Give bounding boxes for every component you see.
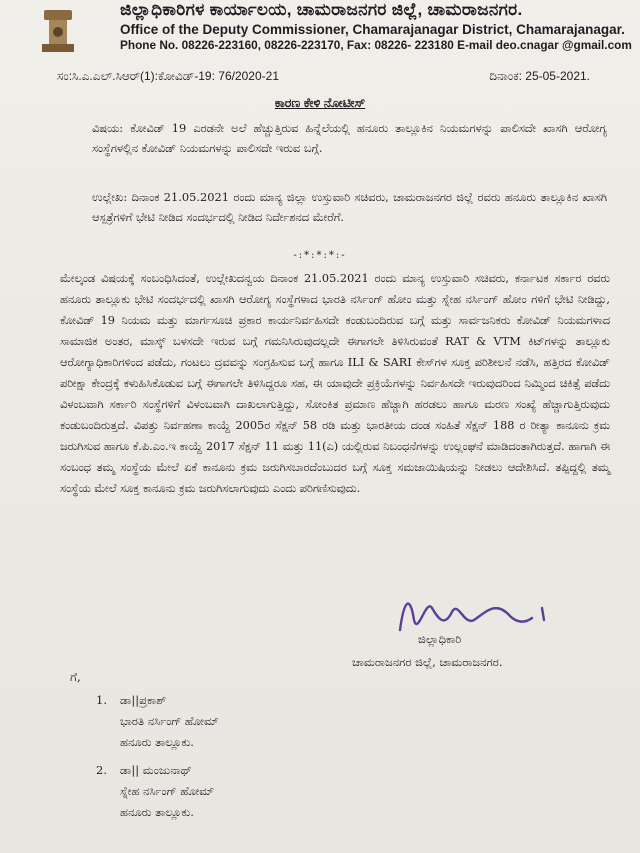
recipient-institution: ಭಾರತಿ ನರ್ಸಿಂಗ್ ಹೋಮ್ [120, 714, 219, 728]
to-label: ಗೆ, [70, 670, 81, 684]
recipient-number: 2. [96, 763, 107, 777]
recipient-location: ಹನೂರು ತಾಲ್ಲೂಕು. [120, 805, 194, 819]
contact-line: Phone No. 08226-223160, 08226-223170, Fax: 08226- 223180 E-mail deo.cnagar @gmail.com [120, 38, 632, 52]
recipient-location: ಹನೂರು ತಾಲ್ಲೂಕು. [120, 735, 194, 749]
recipient-name: ಡಾ|| ಮಂಜುನಾಥ್ [120, 763, 192, 777]
recipient-number: 1. [96, 693, 107, 707]
subject-block [92, 118, 607, 158]
recipient-name: ಡಾ||ಪ್ರಕಾಶ್ [120, 693, 167, 707]
subject-text: ಕೋವಿಡ್ 19 ಎರಡನೇ ಅಲೆ ಹೆಚ್ಚುತ್ತಿರುವ ಹಿನ್ನೆಲೆಯಲ್ಲಿ ಹನೂರು ತಾಲ್ಲೂಕಿನ ನಿಯಮಗಳನ್ನು ಪಾಲಿಸದೇ ಖಾಸಗಿ ಆರೋಗ್ಯ ಸಂಸ್ಥೆಗಳಲ್ಲಿನ ಕೋವಿಡ್ ನಿಯಮಗಳನ್ನು ಪಾಲಿಸದೇ ಇರುವ ಬಗ್ಗೆ. [92, 121, 608, 155]
signatory-place: ಚಾಮರಾಜನಗರ ಜಿಲ್ಲೆ, ಚಾಮರಾಜನಗರ. [352, 655, 503, 669]
government-emblem-icon [38, 8, 78, 56]
notice-title: ಕಾರಣ ಕೇಳಿ ನೋಟೀಸ್ [274, 96, 366, 110]
subject-label: ವಿಷಯ: [92, 121, 124, 135]
office-title-english: Office of the Deputy Commissioner, Chamarajanagar District, Chamarajanagar. [120, 22, 625, 37]
reference-text: ದಿನಾಂಕ 21.05.2021 ರಂದು ಮಾನ್ಯ ಜಿಲ್ಲಾ ಉಸ್ತುವಾರಿ ಸಚಿವರು, ಚಾಮರಾಜನಗರ ಜಿಲ್ಲೆ ರವರು ಹನೂರು ತಾಲ್ಲೂಕಿನ ಖಾಸಗಿ ಆಸ್ಪತ್ರೆಗಳಿಗೆ ಭೇಟಿ ನೀಡಿದ ಸಂದರ್ಭದಲ್ಲಿ ನೀಡಿದ ನಿರ್ದೇಶನದ ಮೇರೆಗೆ. [92, 190, 607, 224]
reference-number: ಸಂ:ಸಿ.ಎ.ಎಲ್.ಸಿಆರ್(1):ಕೋವಿಡ್-19: 76/2020-21 [57, 69, 279, 83]
section-divider: -:*:*:*:- [293, 250, 347, 261]
reference-block [92, 187, 607, 227]
office-title-kannada: ಜಿಲ್ಲಾಧಿಕಾರಿಗಳ ಕಾರ್ಯಾಲಯ, ಚಾಮರಾಜನಗರ ಜಿಲ್ಲೆ, ಚಾಮರಾಜನಗರ. [120, 0, 523, 19]
document-date: ದಿನಾಂಕ: 25-05-2021. [489, 69, 590, 83]
recipient-1 [96, 690, 219, 753]
notice-body: ಮೇಲ್ಕಂಡ ವಿಷಯಕ್ಕೆ ಸಂಬಂಧಿಸಿದಂತೆ, ಉಲ್ಲೇಖದನ್ವಯ ದಿನಾಂಕ 21.05.2021 ರಂದು ಮಾನ್ಯ ಉಸ್ತುವಾರಿ ಸಚಿವರು, ಕರ್ನಾಟಕ ಸರ್ಕಾರ ರವರು ಹನೂರು ತಾಲ್ಲೂಕು ಭೇಟಿ ಸಂದರ್ಭದಲ್ಲಿ ಖಾಸಗಿ ಆರೋಗ್ಯ ಸಂಸ್ಥೆಗಳಾದ ಭಾರತಿ ನರ್ಸಿಂಗ್ ಹೋಂ ಮತ್ತು ಸ್ನೇಹ ನರ್ಸಿಂಗ್ ಹೋಂ ಗಳಿಗೆ ಭೇಟಿ ನೀಡಿದ್ದು, ಕೋವಿಡ್ 19 ನಿಯಮ ಮತ್ತು ಮಾರ್ಗಸೂಚಿ ಪ್ರಕಾರ ಕಾರ್ಯನಿರ್ವಹಿಸದೇ ಕಂಡುಬಂದಿರುವ ಬಗ್ಗೆ ಮತ್ತು ಸಾರ್ವಜನಿಕರು ಕೋವಿಡ್ ನಿಯಮಗಳಾದ ಸಾಮಾಜಿಕ ಅಂತರ, ಮಾಸ್ಕ್ ಬಳಸದೇ ಇರುವ ಬಗ್ಗೆ ಗಮನಿಸಿರುವುದಲ್ಲದೇ ಈಗಾಗಲೇ ತಿಳಿಸಿರುವಂತೆ RAT & VTM ಕಿಟ್‌ಗಳನ್ನು ತಾಲ್ಲೂಕು ಆರೋಗ್ಯಾಧಿಕಾರಿಗಳಿಂದ ಪಡೆದು, ಗಂಟಲು ದ್ರವವನ್ನು ಸಂಗ್ರಹಿಸುವ ಬಗ್ಗೆ ಹಾಗೂ ILI & SARI ಕೇಸ್‌ಗಳ ಸೂಕ್ತ ಪರಿಶೀಲನೆ ನಡೆಸಿ, ಹತ್ತಿರದ ಕೋವಿಡ್ ಪರೀಕ್ಷಾ ಕೇಂದ್ರಕ್ಕೆ ಕಳುಹಿಸಿಕೊಡುವ ಬಗ್ಗೆ ಈಗಾಗಲೇ ತಿಳಿಸಿದ್ದರೂ ಸಹ, ಈ ಯಾವುದೇ ಪ್ರಕ್ರಿಯೆಗಳನ್ನು ನಿರ್ವಹಿಸದೇ ಇರುವುದರಿಂದ ನಿಮ್ಮಿಂದ ಚಿಕಿತ್ಸೆ ಪಡೆದು ವಿಳಂಬವಾಗಿ ಸರ್ಕಾರಿ ಸಂಸ್ಥೆಗಳಿಗೆ ವಿಳಂಬವಾಗಿ ದಾಖಲಾಗುತ್ತಿದ್ದು, ಸೋಂಕಿತ ಪ್ರಮಾಣ ಹೆಚ್ಚಾಗಿ ಹರಡಲು ಹಾಗೂ ಮರಣ ಸಂಖ್ಯೆ ಹೆಚ್ಚಾಗುತ್ತಿರುವುದು ಕಂಡುಬಂದಿರುತ್ತದೆ. ವಿಪತ್ತು ನಿರ್ವಹಣಾ ಕಾಯ್ದೆ 2005ರ ಸೆಕ್ಷನ್ 58 ರಡಿ ಮತ್ತು ಭಾರತೀಯ ದಂಡ ಸಂಹಿತೆ ಸೆಕ್ಷನ್ 188 ರ ರೀತ್ಯಾ ಕಾನೂನು ಕ್ರಮ ಜರುಗಿಸುವ ಹಾಗೂ ಕೆ.ಪಿ.ಎಂ.ಇ ಕಾಯ್ದೆ 2017 ಸೆಕ್ಷನ್ 11 ಮತ್ತು 11(ಎ) ಯಲ್ಲಿರುವ ನಿಬಂಧನೆಗಳನ್ನು ಉಲ್ಲಂಘನೆ ಮಾಡಿದಂತಾಗಿರುತ್ತದೆ. ಹಾಗಾಗಿ ಈ ಸಂಬಂಧ ತಮ್ಮ ಸಂಸ್ಥೆಯ ಮೇಲೆ ಏಕೆ ಕಾನೂನು ಕ್ರಮ ಜರುಗಿಸಬಾರದೆಂಬುದರ ಬಗ್ಗೆ ಸೂಕ್ತ ಸಮಜಾಯಿಷಿಯನ್ನು ನೀಡಲು ಆದೇಶಿಸಿದೆ. ತಪ್ಪಿದ್ದಲ್ಲಿ ತಮ್ಮ ಸಂಸ್ಥೆಯ ಮೇಲೆ ಸೂಕ್ತ ಕಾನೂನು ಕ್ರಮ ಜರುಗಿಸಲಾಗುವುದು ಎಂದು ಪರಿಗಣಿಸುವುದು. [60, 272, 610, 495]
reference-label: ಉಲ್ಲೇಖ: [92, 190, 128, 204]
recipient-2 [96, 760, 214, 823]
recipient-institution: ಸ್ನೇಹ ನರ್ಸಿಂಗ್ ಹೋಮ್ [120, 784, 214, 798]
signatory-designation: ಜಿಲ್ಲಾಧಿಕಾರಿ [418, 632, 462, 646]
